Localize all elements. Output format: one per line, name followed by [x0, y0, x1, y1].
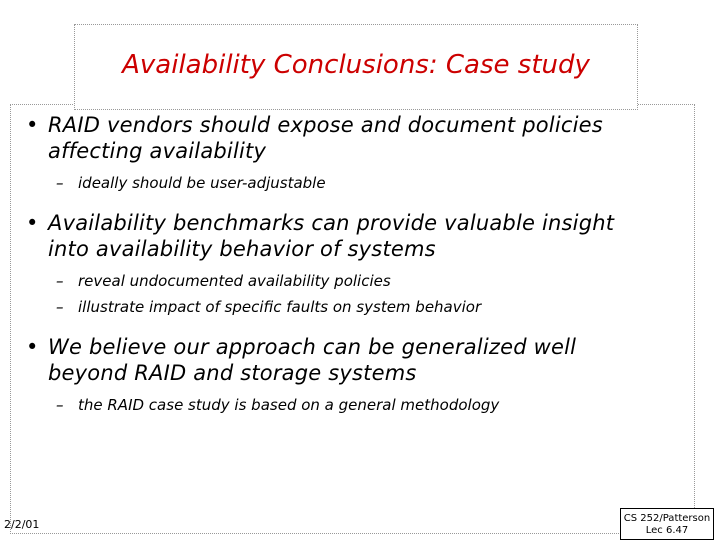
sub-bullet-text: ideally should be user-adjustable: [78, 174, 326, 192]
sub-bullet: [26, 392, 686, 418]
sub-bullet: [26, 170, 686, 196]
footer-date: 2/2/01: [4, 518, 40, 531]
sub-dash: –: [56, 174, 64, 192]
sub-bullet-text: reveal undocumented availability policies: [78, 272, 391, 290]
sub-dash: –: [56, 298, 64, 316]
footer-course: CS 252/Patterson: [623, 513, 711, 524]
bullet-vendors: [26, 112, 686, 164]
bullet-line: We believe our approach can be generalized well: [48, 335, 577, 359]
bullet-line: RAID vendors should expose and document policies: [48, 113, 603, 137]
bullet-dot: •: [26, 113, 39, 137]
slide-body: [26, 112, 686, 418]
sub-bullet-text: the RAID case study is based on a general methodology: [78, 396, 500, 414]
slide-title: Availability Conclusions: Case study: [122, 50, 590, 80]
sub-dash: –: [56, 396, 64, 414]
bullet-line: Availability benchmarks can provide valuable insight: [48, 211, 615, 235]
bullet-line: affecting availability: [48, 139, 267, 163]
bullet-dot: •: [26, 335, 39, 359]
footer-course-box: [620, 508, 714, 540]
bullet-line: into availability behavior of systems: [48, 237, 436, 261]
bullet-approach: [26, 334, 686, 386]
footer-lecture: Lec 6.47: [645, 525, 689, 536]
sub-bullet-text: illustrate impact of specific faults on system behavior: [78, 298, 482, 316]
bullet-benchmarks: [26, 210, 686, 262]
sub-bullet: [26, 294, 686, 320]
bullet-line: beyond RAID and storage systems: [48, 361, 417, 385]
bullet-dot: •: [26, 211, 39, 235]
sub-bullet: [26, 268, 686, 294]
sub-dash: –: [56, 272, 64, 290]
